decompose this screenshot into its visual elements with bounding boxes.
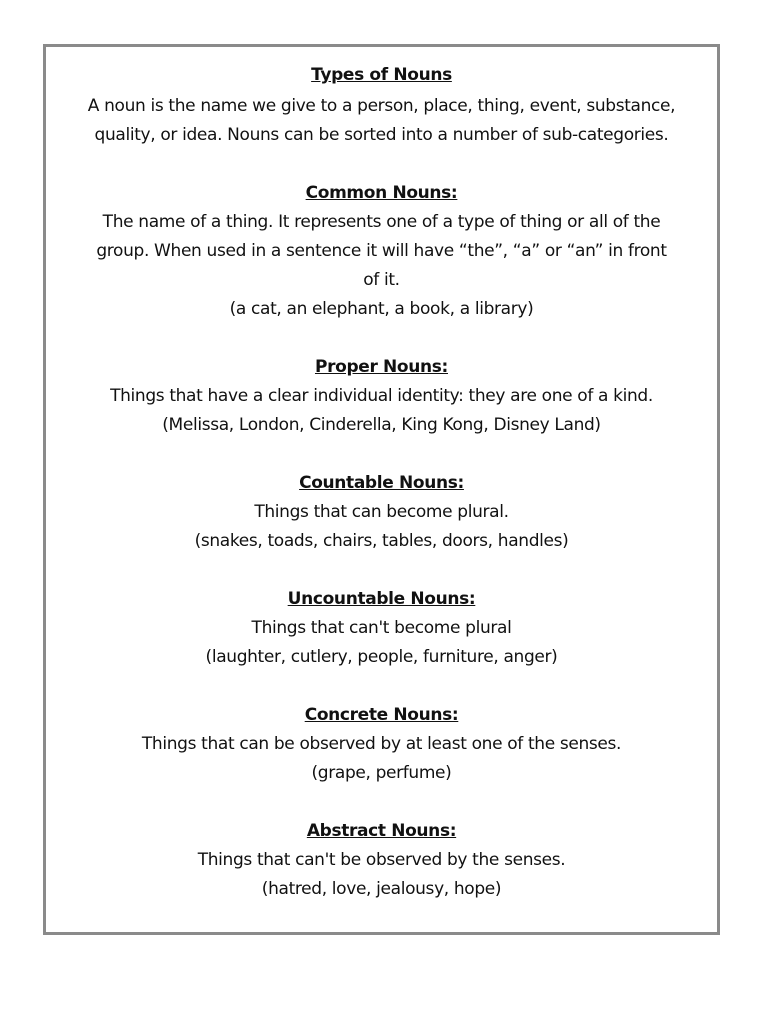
section-heading: Uncountable Nouns: (287, 589, 476, 609)
intro-line: quality, or idea. Nouns can be sorted into a number of sub-categories. (94, 125, 669, 145)
section-examples: (a cat, an elephant, a book, a library) (229, 299, 534, 319)
section-examples: (grape, perfume) (311, 763, 452, 783)
section-countable-nouns (52, 469, 711, 556)
section-line: Things that can become plural. (254, 502, 509, 522)
section-line: Things that can't become plural (251, 618, 512, 638)
section-concrete-nouns (52, 701, 711, 788)
section-heading: Proper Nouns: (314, 357, 448, 377)
section-line: group. When used in a sentence it will have “the”, “a” or “an” in front (96, 241, 667, 261)
section-heading: Abstract Nouns: (306, 821, 457, 841)
section-examples: (snakes, toads, chairs, tables, doors, handles) (194, 531, 569, 551)
section-examples: (laughter, cutlery, people, furniture, anger) (205, 647, 558, 667)
section-common-nouns (52, 179, 711, 324)
section-heading: Common Nouns: (305, 183, 458, 203)
document-title: Types of Nouns (311, 65, 452, 85)
section-abstract-nouns (52, 817, 711, 904)
section-proper-nouns (52, 353, 711, 440)
section-line: Things that can be observed by at least one of the senses. (141, 734, 622, 754)
intro-line: A noun is the name we give to a person, place, thing, event, substance, (87, 96, 676, 116)
document-content (46, 47, 717, 904)
section-line: The name of a thing. It represents one of a type of thing or all of the (102, 212, 661, 232)
document-frame (43, 44, 720, 935)
section-examples: (hatred, love, jealousy, hope) (261, 879, 502, 899)
section-line: Things that can't be observed by the senses. (197, 850, 566, 870)
section-heading: Countable Nouns: (299, 473, 464, 493)
intro-paragraph (52, 92, 711, 150)
section-line: of it. (363, 270, 400, 290)
section-examples: (Melissa, London, Cinderella, King Kong, Disney Land) (162, 415, 601, 435)
section-heading: Concrete Nouns: (304, 705, 459, 725)
section-line: Things that have a clear individual identity: they are one of a kind. (110, 386, 653, 406)
section-uncountable-nouns (52, 585, 711, 672)
